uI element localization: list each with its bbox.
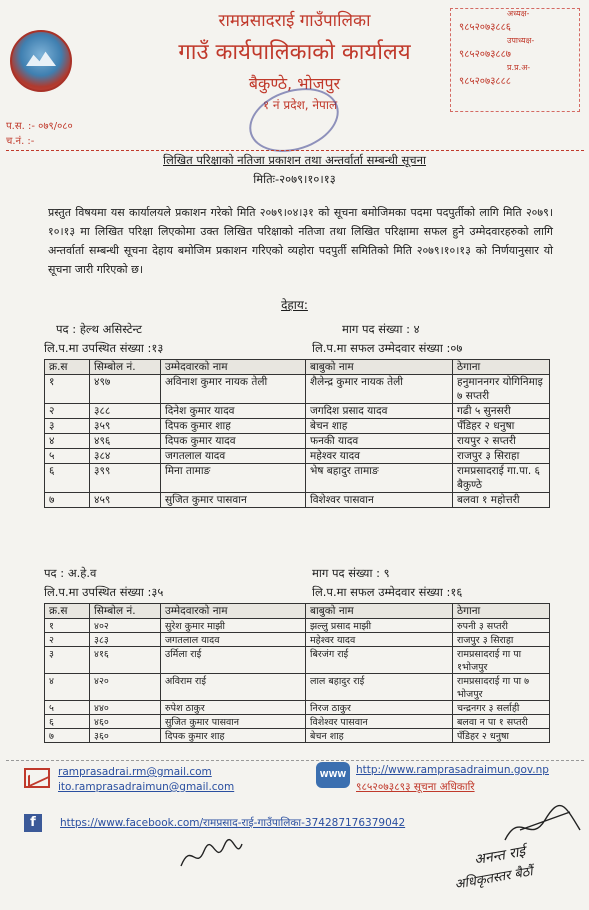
results-table-health-assistant xyxy=(44,359,550,508)
serial-cell: २ xyxy=(45,404,90,419)
phone-label: अध्यक्ष- xyxy=(507,9,530,18)
candidate-name-cell: सुरेश कुमार माझी xyxy=(161,619,306,633)
post-label: पद : हेल्थ असिस्टेन्ट xyxy=(56,322,142,336)
father-name-cell: बेचन शाह xyxy=(306,729,453,743)
candidate-name-cell: दिपक कुमार यादव xyxy=(161,434,306,449)
facebook-icon: f xyxy=(24,814,42,832)
table-header-row xyxy=(45,360,550,375)
col-header-father: बाबुको नाम xyxy=(306,604,453,619)
col-header-symbol: सिम्बोल नं. xyxy=(90,604,161,619)
address-cell: राजपुर ३ सिराहा xyxy=(453,633,550,647)
address-cell: बलवा न पा १ सप्तरी xyxy=(453,715,550,729)
symbol-number-cell: ४५९ xyxy=(90,493,161,508)
table-row xyxy=(45,701,550,715)
address-cell: बलवा १ महोत्तरी xyxy=(453,493,550,508)
symbol-number-cell: ४९६ xyxy=(90,434,161,449)
present-count: लि.प.मा उपस्थित संख्या :३५ xyxy=(44,585,164,599)
father-name-cell: विशेश्वर पासवान xyxy=(306,493,453,508)
serial-cell: १ xyxy=(45,619,90,633)
father-name-cell: झल्लु प्रसाद माझी xyxy=(306,619,453,633)
address-cell: रामप्रसादराई गा.पा. ६ बैकुण्ठे xyxy=(453,464,550,493)
symbol-number-cell: ३८८ xyxy=(90,404,161,419)
symbol-number-cell: ४०२ xyxy=(90,619,161,633)
table-row xyxy=(45,434,550,449)
chalani-number: च.नं. :- xyxy=(6,136,35,147)
results-table-aheb xyxy=(44,603,550,743)
table-row xyxy=(45,715,550,729)
candidate-name-cell: उर्मिला राई xyxy=(161,647,306,674)
father-name-cell: निरज ठाकुर xyxy=(306,701,453,715)
col-header-serial: क्र.स xyxy=(45,360,90,375)
father-name-cell: महेश्वर यादव xyxy=(306,449,453,464)
email-icon xyxy=(24,768,50,788)
www-globe-icon: WWW xyxy=(316,762,350,788)
present-count: लि.प.मा उपस्थित संख्या :१३ xyxy=(44,341,164,355)
header-divider xyxy=(6,150,584,151)
table-row xyxy=(45,449,550,464)
father-name-cell: बिरजंग राई xyxy=(306,647,453,674)
passed-count: लि.प.मा सफल उम्मेदवार संख्या :१६ xyxy=(312,585,463,599)
handwritten-signature xyxy=(176,836,246,876)
demand-count: माग पद संख्या : ४ xyxy=(342,322,420,336)
serial-cell: ६ xyxy=(45,464,90,493)
serial-cell: १ xyxy=(45,375,90,404)
signatory-name: अनन्त राई xyxy=(473,843,527,869)
address-cell: राजपुर ३ सिराहा xyxy=(453,449,550,464)
table-row xyxy=(45,619,550,633)
table-row xyxy=(45,729,550,743)
table-row xyxy=(45,633,550,647)
table-header-row xyxy=(45,604,550,619)
symbol-number-cell: ४४० xyxy=(90,701,161,715)
phone-number: ९८५२०७३८८७ xyxy=(459,49,511,60)
table-row xyxy=(45,674,550,701)
signatory-designation: अधिकृतस्तर बैठौं xyxy=(453,864,534,893)
col-header-candidate: उम्मेदवारको नाम xyxy=(161,604,306,619)
table-row xyxy=(45,647,550,674)
serial-cell: ७ xyxy=(45,493,90,508)
phone-box xyxy=(450,8,580,112)
address-cell: पँडिहर २ धनुषा xyxy=(453,419,550,434)
province-line: १ नं प्रदेश, नेपाल xyxy=(262,98,338,112)
notice-body: प्रस्तुत विषयमा यस कार्यालयले प्रकाशन गरेको मिति २०७९।०४।३१ को सूचना बमोजिमका पदमा पदपुर्तीको लागि मिति २०७९।१०।१३ मा लिखित परिक्षा लिएकोमा उक्त लिखित परिक्षाको नतिजा तथा लिखित परिक्षामा सफल हुने उम्मेदवारहरुको लागि अन्तर्वार्ता सम्बन्धी सूचना देहाय बमोजिम प्रकाशन गरिएको व्यहोरा पदपुर्ती समितिको मिति २०७९।१०।१३ को निर्णयानुसार यो सूचना जारी गरिएको छ। xyxy=(48,206,553,276)
father-name-cell: फनकी यादव xyxy=(306,434,453,449)
father-name-cell: लाल बहादुर राई xyxy=(306,674,453,701)
post-label: पद : अ.हे.व xyxy=(44,566,97,580)
serial-cell: ६ xyxy=(45,715,90,729)
candidate-name-cell: जगतलाल यादव xyxy=(161,449,306,464)
candidate-name-cell: दिपक कुमार शाह xyxy=(161,729,306,743)
serial-cell: ३ xyxy=(45,419,90,434)
passed-count: लि.प.मा सफल उम्मेदवार संख्या :०७ xyxy=(312,341,463,355)
notice-title: लिखित परिक्षाको नतिजा प्रकाशन तथा अन्तर्वार्ता सम्बन्धी सूचना xyxy=(163,153,426,167)
serial-cell: २ xyxy=(45,633,90,647)
symbol-number-cell: ३८३ xyxy=(90,633,161,647)
table-row xyxy=(45,375,550,404)
father-name-cell: भेष बहादुर तामाङ xyxy=(306,464,453,493)
candidate-name-cell: दिपक कुमार शाह xyxy=(161,419,306,434)
table-row xyxy=(45,419,550,434)
address-cell: गढी ५ सुनसरी xyxy=(453,404,550,419)
address-cell: चन्द्रनगर ३ सर्लाही xyxy=(453,701,550,715)
table-row xyxy=(45,493,550,508)
phone-number: ९८५२०७३८८८ xyxy=(459,76,511,87)
candidate-name-cell: दिनेश कुमार यादव xyxy=(161,404,306,419)
info-officer-contact: ९८५२०७३८९३ सूचना अधिकारि xyxy=(356,781,475,793)
father-name-cell: बेचन शाह xyxy=(306,419,453,434)
candidate-name-cell: अविराम राई xyxy=(161,674,306,701)
serial-cell: ४ xyxy=(45,674,90,701)
serial-cell: ५ xyxy=(45,449,90,464)
col-header-father: बाबुको नाम xyxy=(306,360,453,375)
address-cell: पँडिहर २ धनुषा xyxy=(453,729,550,743)
candidate-name-cell: मिना तामाङ xyxy=(161,464,306,493)
father-name-cell: जगदिश प्रसाद यादव xyxy=(306,404,453,419)
symbol-number-cell: ४९७ xyxy=(90,375,161,404)
serial-cell: ५ xyxy=(45,701,90,715)
col-header-symbol: सिम्बोल नं. xyxy=(90,360,161,375)
facebook-link[interactable]: https://www.facebook.com/रामप्रसाद-राई-गाउँपालिका-374287176379042 xyxy=(60,817,406,829)
address-cell: रुपनी ३ सप्तरी xyxy=(453,619,550,633)
col-header-candidate: उम्मेदवारको नाम xyxy=(161,360,306,375)
office-name: गाउँ कार्यपालिकाको कार्यालय xyxy=(178,40,411,65)
municipality-name: रामप्रसादराई गाउँपालिका xyxy=(218,11,371,31)
address-cell: रामप्रसादराई गा पा १भोजपुर xyxy=(453,647,550,674)
col-header-serial: क्र.स xyxy=(45,604,90,619)
footer-divider xyxy=(6,760,584,761)
email-link[interactable]: ito.ramprasadraimun@gmail.com xyxy=(58,781,235,793)
father-name-cell: विशेश्वर पासवान xyxy=(306,715,453,729)
email-link[interactable]: ramprasadrai.rm@gmail.com xyxy=(58,766,212,778)
symbol-number-cell: ४६० xyxy=(90,715,161,729)
col-header-address: ठेगाना xyxy=(453,604,550,619)
father-name-cell: महेश्वर यादव xyxy=(306,633,453,647)
notice-date: मितिः-२०७९।१०।१३ xyxy=(253,172,336,186)
serial-cell: ३ xyxy=(45,647,90,674)
symbol-number-cell: ४२० xyxy=(90,674,161,701)
candidate-name-cell: जगतलाल यादव xyxy=(161,633,306,647)
website-link[interactable]: http://www.ramprasadraimun.gov.np xyxy=(356,764,549,776)
table-row xyxy=(45,464,550,493)
dehay-heading: देहाय: xyxy=(281,298,308,312)
serial-cell: ४ xyxy=(45,434,90,449)
demand-count: माग पद संख्या : ९ xyxy=(312,566,390,580)
symbol-number-cell: ३९९ xyxy=(90,464,161,493)
address-cell: हनुमाननगर योगिनिमाइ ७ सप्तरी xyxy=(453,375,550,404)
candidate-name-cell: सुजित कुमार पासवान xyxy=(161,493,306,508)
candidate-name-cell: अविनाश कुमार नायक तेली xyxy=(161,375,306,404)
father-name-cell: शैलेन्द्र कुमार नायक तेली xyxy=(306,375,453,404)
phone-label: उपाध्यक्ष- xyxy=(507,36,535,45)
symbol-number-cell: ३८४ xyxy=(90,449,161,464)
phone-label: प्र.प्र.अ- xyxy=(507,63,531,72)
table-row xyxy=(45,404,550,419)
symbol-number-cell: ३५९ xyxy=(90,419,161,434)
address-cell: रायपुर २ सप्तरी xyxy=(453,434,550,449)
office-location: बैकुण्ठे, भोजपुर xyxy=(248,74,341,93)
symbol-number-cell: ३६० xyxy=(90,729,161,743)
phone-number: ९८५२०७३८८६ xyxy=(459,22,511,33)
col-header-address: ठेगाना xyxy=(453,360,550,375)
serial-cell: ७ xyxy=(45,729,90,743)
patra-sankhya: प.स. :- ०७९/०८० xyxy=(6,121,73,132)
address-cell: रामप्रसादराई गा पा ७ भोजपुर xyxy=(453,674,550,701)
symbol-number-cell: ४१६ xyxy=(90,647,161,674)
candidate-name-cell: सुजित कुमार पासवान xyxy=(161,715,306,729)
candidate-name-cell: रुपेश ठाकुर xyxy=(161,701,306,715)
